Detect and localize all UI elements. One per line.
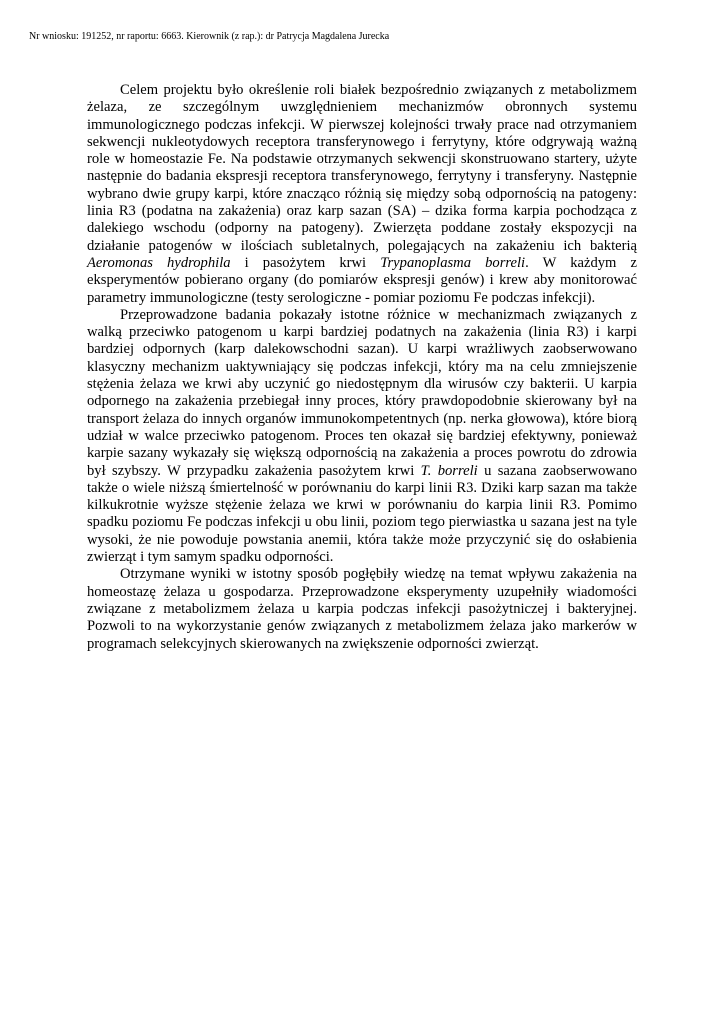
paragraph-1-species-trypanoplasma: Trypanoplasma borreli	[380, 254, 526, 271]
report-header: Nr wniosku: 191252, nr raportu: 6663. Kierownik (z rap.): dr Patrycja Magdalena Jurecka	[29, 31, 390, 42]
paragraph-2-text-a: Przeprowadzone badania pokazały istotne różnice w mechanizmach związanych z walką przeciwko patogenom u karpi bardziej podatnych na zakażenia (linia R3) i karpi bardziej odpornych (karp dalekowschodni sazan). U karpi wrażliwych zaobserwowano klasyczny mechanizm uaktywniający się podczas infekcji, który ma na celu zmniejszenie stężenia żelaza we krwi aby uczynić go niedostępnym dla wirusów czy bakterii. U karpia odpornego na zakażenia przebiegał inny proces, który prawdopodobnie skierowany był na transport żelaza do innych organów immunokompetentnych (np. nerka głowowa), które biorą udział w walce przeciwko patogenom. Proces ten okazał się bardziej efektywny, ponieważ karpie sazany wykazały się większą odpornością na zakażenia a proces powrotu do zdrowia był szybszy. W przypadku zakażenia pasożytem krwi	[87, 306, 637, 479]
paragraph-1-text-a: Celem projektu było określenie roli białek bezpośrednio związanych z metabolizmem żelaza, ze szczególnym uwzględnieniem mechanizmów obronnych systemu immunologicznego podczas infekcji. W pierwszej kolejności trwały prace nad otrzymaniem sekwencji nukleotydowych receptora transferynowego i ferrytyny, które odgrywają ważną role w homeostazie Fe. Na podstawie otrzymanych sekwencji skonstruowano startery, użyte następnie do badania ekspresji receptora transferynowego, ferrytyny i transferyny. Następnie wybrano dwie grupy karpi, które znacząco różnią się między sobą odpornością na patogeny: linia R3 (podatna na zakażenia) oraz karp sazan (SA) – dzika forma karpia pochodząca z dalekiego wschodu (odporny na patogeny). Zwierzęta poddane zostały ekspozycji na działanie patogenów w ilościach subletalnych, polegających na zakażeniu ich bakterią	[87, 82, 637, 254]
paragraph-3-text-a: Otrzymane wyniki w istotny sposób pogłębiły wiedzę na temat wpływu zakażenia na homeostazę żelaza u gospodarza. Przeprowadzone eksperymenty uzupełniły wiadomości związane z metabolizmem żelaza u karpia podczas infekcji pasożytniczej i bakteryjnej. Pozwoli to na wykorzystanie genów związanych z metabolizmem żelaza jako markerów w programach selekcyjnych skierowanych na zwiększenie odporności zwierząt.	[87, 566, 637, 652]
paragraph-1-text-e: . W każdym z eksperymentów pobierano organy (do pomiarów ekspresji genów) i krew aby monitorować parametry immunologiczne (testy serologiczne - pomiar poziomu Fe podczas infekcji).	[87, 254, 637, 306]
report-body	[87, 82, 637, 653]
paragraph-1-species-aeromonas: Aeromonas hydrophila	[87, 254, 231, 271]
paragraph-2-species-t-borreli: T. borreli	[420, 462, 478, 479]
paragraph-2	[87, 307, 637, 566]
paragraph-3	[87, 566, 637, 652]
paragraph-2-text-c: u sazana zaobserwowano także o wiele niższą śmiertelność w porównaniu do karpi linii R3. Dziki karp sazan ma także kilkukrotnie wyższe stężenie żelaza we krwi w porównaniu do karpia linii R3. Pomimo spadku poziomu Fe podczas infekcji u obu linii, poziom tego pierwiastka u sazana jest na tyle wysoki, że nie powoduje powstania anemii, która także może przyczynić się do osłabienia zwierząt i tym samym spadku odporności.	[87, 462, 638, 566]
paragraph-1	[87, 82, 637, 307]
paragraph-1-text-c: i pasożytem krwi	[230, 254, 381, 271]
